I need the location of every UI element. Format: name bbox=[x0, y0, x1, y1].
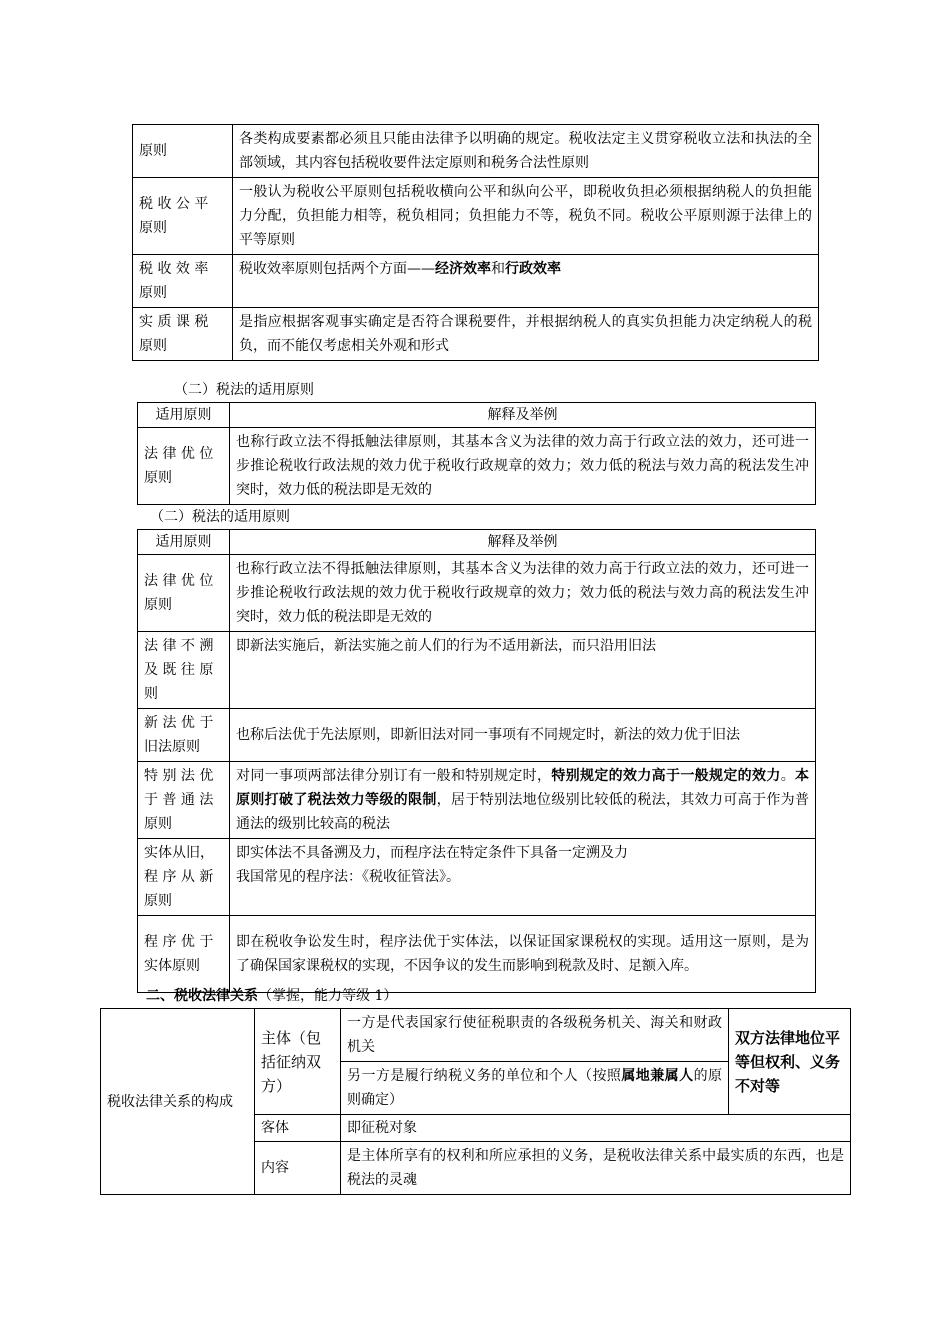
table-row bbox=[133, 178, 819, 255]
row-text: 是指应根据客观事实确定是否符合课税要件，并根据纳税人的真实负担能力决定纳税人的税负，而不能仅考虑相关外观和形式 bbox=[233, 308, 819, 361]
table-row bbox=[138, 555, 816, 632]
table-caption: （二）税法的适用原则 bbox=[150, 509, 290, 525]
object-text: 即征税对象 bbox=[341, 1115, 851, 1142]
application-principles-table bbox=[137, 529, 816, 993]
table-header-row bbox=[138, 530, 816, 555]
table-row bbox=[138, 916, 816, 993]
header-left: 适用原则 bbox=[138, 403, 230, 428]
table-row bbox=[101, 1009, 851, 1062]
header-right: 解释及举例 bbox=[230, 530, 816, 555]
table-row bbox=[138, 428, 816, 505]
table-row bbox=[138, 632, 816, 709]
row-label: 税 收 公 平 原则 bbox=[133, 178, 233, 255]
content-label: 内容 bbox=[255, 1142, 341, 1195]
row-label: 程 序 优 于 实体原则 bbox=[138, 916, 230, 993]
table-row bbox=[138, 839, 816, 916]
row-label: 法 律 优 位 原则 bbox=[138, 428, 230, 505]
row-label: 税收法律关系的构成 bbox=[101, 1009, 255, 1195]
subject-label: 主体（包括征纳双方） bbox=[255, 1009, 341, 1115]
tax-principles-table bbox=[132, 124, 819, 361]
right-note: 双方法律地位平等但权利、义务不对等 bbox=[729, 1009, 851, 1115]
tax-legal-relation-table bbox=[100, 1008, 851, 1195]
row-label: 特 别 法 优 于 普 通 法 原则 bbox=[138, 762, 230, 839]
content-text: 是主体所享有的权利和所应承担的义务，是税收法律关系中最实质的东西，也是税法的灵魂 bbox=[341, 1142, 851, 1195]
row-label: 法 律 优 位 原则 bbox=[138, 555, 230, 632]
table-row bbox=[133, 125, 819, 178]
row-label: 原则 bbox=[133, 125, 233, 178]
table-row bbox=[133, 255, 819, 308]
table-row bbox=[133, 308, 819, 361]
subject-a: 一方是代表国家行使征税职责的各级税务机关、海关和财政机关 bbox=[341, 1009, 729, 1062]
row-label: 实 质 课 税 原则 bbox=[133, 308, 233, 361]
application-principles-table-short bbox=[137, 402, 816, 505]
row-label: 新 法 优 于 旧法原则 bbox=[138, 709, 230, 762]
table-caption: （二）税法的适用原则 bbox=[174, 382, 314, 398]
table-row bbox=[138, 709, 816, 762]
header-right: 解释及举例 bbox=[230, 403, 816, 428]
row-label: 法 律 不 溯 及 既 往 原则 bbox=[138, 632, 230, 709]
row-text: 各类构成要素都必须且只能由法律予以明确的规定。税收法定主义贯穿税收立法和执法的全部领域，其内容包括税收要件法定原则和税务合法性原则 bbox=[233, 125, 819, 178]
header-left: 适用原则 bbox=[138, 530, 230, 555]
row-text: 也称行政立法不得抵触法律原则，其基本含义为法律的效力高于行政立法的效力，还可进一步推论税收行政法规的效力优于税收行政规章的效力；效力低的税法与效力高的税法发生冲突时，效力低的税法即是无效的 bbox=[230, 428, 816, 505]
subject-b: 另一方是履行纳税义务的单位和个人（按照属地兼属人的原则确定） bbox=[341, 1062, 729, 1115]
row-text: 对同一事项两部法律分别订有一般和特别规定时，特别规定的效力高于一般规定的效力。本原则打破了税法效力等级的限制，居于特别法地位级别比较低的税法，其效力可高于作为普通法的级别比较高的税法 bbox=[230, 762, 816, 839]
row-text: 税收效率原则包括两个方面——经济效率和行政效率 bbox=[233, 255, 819, 308]
row-label: 实体从旧，程 序 从 新 原则 bbox=[138, 839, 230, 916]
row-text: 也称后法优于先法原则，即新旧法对同一事项有不同规定时，新法的效力优于旧法 bbox=[230, 709, 816, 762]
section-heading bbox=[146, 986, 397, 1006]
row-text: 即实体法不具备溯及力，而程序法在特定条件下具备一定溯及力 我国常见的程序法：《税收征管法》。 bbox=[230, 839, 816, 916]
section-note: （掌握，能力等级 1） bbox=[258, 988, 398, 1004]
row-text: 即新法实施后，新法实施之前人们的行为不适用新法，而只沿用旧法 bbox=[230, 632, 816, 709]
section-title: 二、税收法律关系 bbox=[146, 988, 258, 1004]
row-text: 即在税收争讼发生时，程序法优于实体法，以保证国家课税权的实现。适用这一原则，是为了确保国家课税权的实现，不因争议的发生而影响到税款及时、足额入库。 bbox=[230, 916, 816, 993]
object-label: 客体 bbox=[255, 1115, 341, 1142]
row-text: 也称行政立法不得抵触法律原则，其基本含义为法律的效力高于行政立法的效力，还可进一步推论税收行政法规的效力优于税收行政规章的效力；效力低的税法与效力高的税法发生冲突时，效力低的税法即是无效的 bbox=[230, 555, 816, 632]
table-header-row bbox=[138, 403, 816, 428]
row-label: 税 收 效 率 原则 bbox=[133, 255, 233, 308]
row-text: 一般认为税收公平原则包括税收横向公平和纵向公平，即税收负担必须根据纳税人的负担能力分配，负担能力相等，税负相同；负担能力不等，税负不同。税收公平原则源于法律上的平等原则 bbox=[233, 178, 819, 255]
table-row bbox=[138, 762, 816, 839]
